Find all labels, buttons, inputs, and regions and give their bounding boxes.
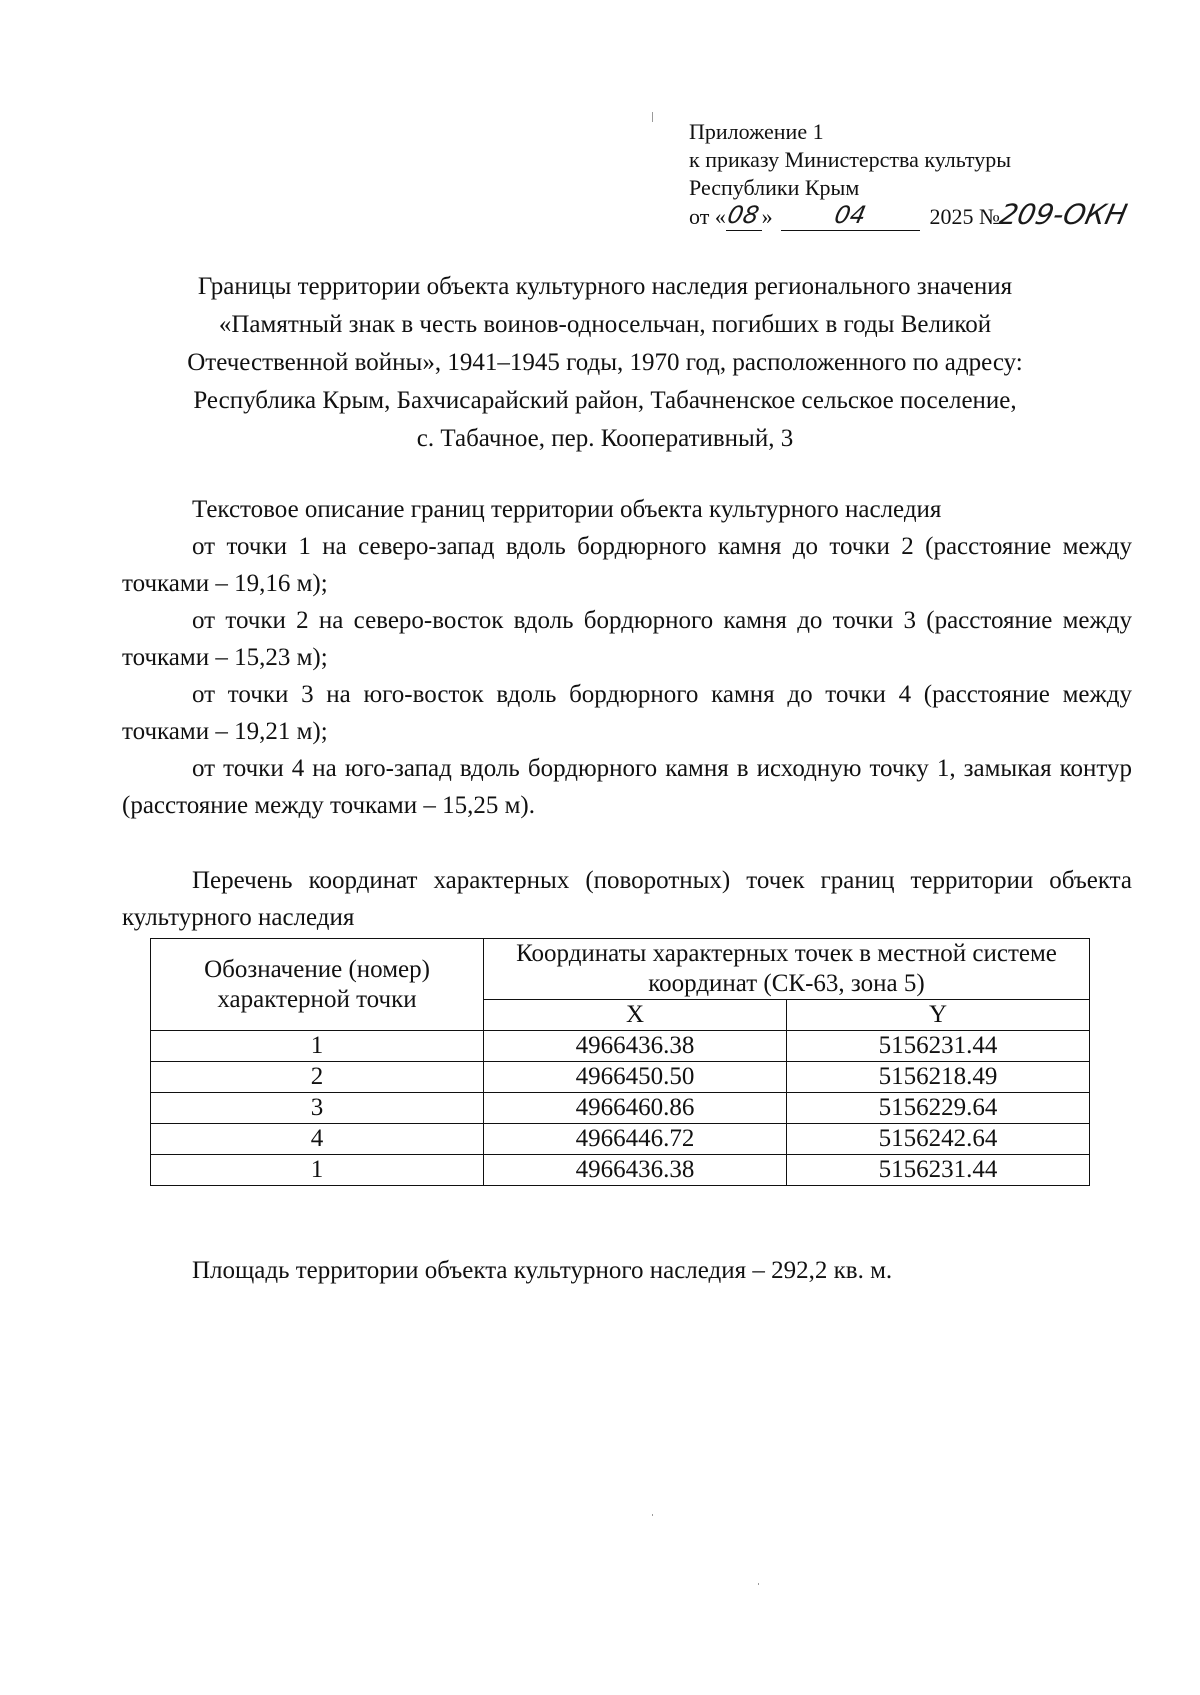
document-title: [120, 268, 1090, 458]
point-number: 3: [151, 1093, 484, 1124]
y-coordinate: 5156231.44: [786, 1155, 1089, 1186]
col-x-header: X: [484, 1000, 787, 1031]
scan-mark: [758, 1583, 759, 1585]
date-day-handwritten: 08: [725, 201, 762, 229]
order-number-field: [996, 198, 1149, 231]
title-line-2: «Памятный знак в честь воинов-односельчан, погибших в годы Великой: [218, 311, 992, 338]
order-number-handwritten: 209-ОКН: [996, 198, 1131, 231]
coordinates-heading: Перечень координат характерных (поворотных) точек границ территории объекта культурного наследия: [122, 867, 1132, 931]
title-line-1: Границы территории объекта культурного наследия регионального значения: [197, 273, 1013, 300]
x-coordinate: 4966460.86: [484, 1093, 787, 1124]
point-number: 2: [151, 1062, 484, 1093]
title-line-4: Республика Крым, Бахчисарайский район, Табачненское сельское поселение,: [193, 387, 1017, 414]
date-month-handwritten: 04: [831, 201, 869, 229]
table-row: [151, 1093, 1090, 1124]
col-designation-header: Обозначение (номер) характерной точки: [151, 939, 484, 1031]
appendix-title: Приложение 1: [689, 119, 824, 144]
coordinates-table: [150, 938, 1090, 1186]
y-coordinate: 5156229.64: [786, 1093, 1089, 1124]
date-mid: »: [761, 204, 773, 229]
col-coordinates-header: Координаты характерных точек в местной системе координат (СК-63, зона 5): [484, 939, 1090, 1000]
table-row: [151, 1031, 1090, 1062]
description-paragraph-1: от точки 1 на северо-запад вдоль бордюрного камня до точки 2 (расстояние между точками – 19,16 м);: [122, 533, 1132, 597]
x-coordinate: 4966450.50: [484, 1062, 787, 1093]
appendix-header: [689, 118, 1149, 231]
description-paragraph-2: от точки 2 на северо-восток вдоль бордюрного камня до точки 3 (расстояние между точками – 15,23 м);: [122, 607, 1132, 671]
title-line-5: с. Табачное, пер. Кооперативный, 3: [416, 425, 794, 452]
appendix-order-ref: к приказу Министерства культуры: [689, 147, 1012, 172]
table-row: [151, 1124, 1090, 1155]
description-paragraph-4: от точки 4 на юго-запад вдоль бордюрного камня в исходную точку 1, замыкая контур (расстояние между точками – 15,25 м).: [122, 755, 1132, 819]
area-statement: Площадь территории объекта культурного наследия – 292,2 кв. м.: [192, 1257, 893, 1284]
point-number: 1: [151, 1031, 484, 1062]
col-y-header: Y: [786, 1000, 1089, 1031]
scan-mark: [652, 1514, 653, 1516]
appendix-date-line: [689, 198, 1149, 231]
description-heading: Текстовое описание границ территории объекта культурного наследия: [192, 496, 942, 523]
x-coordinate: 4966436.38: [484, 1155, 787, 1186]
point-number: 1: [151, 1155, 484, 1186]
y-coordinate: 5156242.64: [786, 1124, 1089, 1155]
boundary-description: [122, 491, 1132, 824]
date-month-field: [781, 202, 920, 231]
point-number: 4: [151, 1124, 484, 1155]
date-day-field: [726, 202, 762, 231]
y-coordinate: 5156231.44: [786, 1031, 1089, 1062]
x-coordinate: 4966436.38: [484, 1031, 787, 1062]
table-row: [151, 1062, 1090, 1093]
year-and-number-label: 2025 №: [929, 204, 1001, 229]
table-row: [151, 1155, 1090, 1186]
y-coordinate: 5156218.49: [786, 1062, 1089, 1093]
appendix-ministry: Республики Крым: [689, 175, 860, 200]
scan-mark: [652, 112, 653, 122]
date-prefix: от «: [689, 204, 726, 229]
title-line-3: Отечественной войны», 1941–1945 годы, 1970 год, расположенного по адресу:: [187, 349, 1023, 376]
coordinates-section: [122, 862, 1132, 936]
x-coordinate: 4966446.72: [484, 1124, 787, 1155]
description-paragraph-3: от точки 3 на юго-восток вдоль бордюрного камня до точки 4 (расстояние между точками – 19,21 м);: [122, 681, 1132, 745]
